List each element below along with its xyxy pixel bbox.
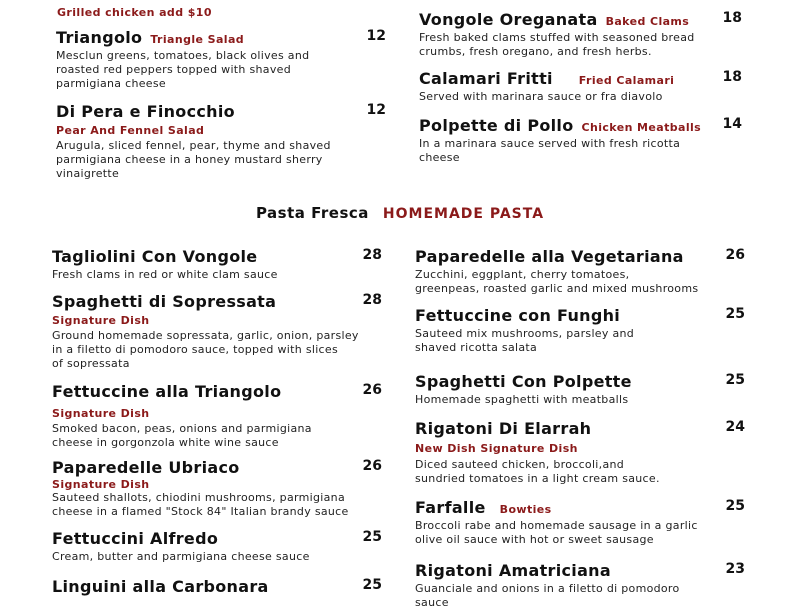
item-name: Fettuccini Alfredo <box>52 529 219 548</box>
item-desc-line: Cream, butter and parmigiana cheese sauce <box>52 550 310 563</box>
item-name: Rigatoni Di Elarrah <box>415 419 592 438</box>
menu-item-spaghetti-sopressata <box>52 292 382 371</box>
menu-item-farfalle <box>415 498 745 547</box>
item-desc-line: parmigiana cheese in a honey mustard sherry <box>56 153 323 166</box>
item-name: Paparedelle Ubriaco <box>52 458 240 477</box>
item-desc-line: In a marinara sauce served with fresh ricotta <box>419 137 681 150</box>
item-name: Vongole Oreganata <box>419 10 598 29</box>
item-subtitle: Bowties <box>499 503 552 516</box>
item-price: 26 <box>725 247 745 263</box>
item-desc-line: vinaigrette <box>56 167 120 180</box>
menu-item-linguini-carbonara <box>52 577 382 596</box>
item-subtitle: Signature Dish <box>52 407 150 420</box>
item-desc-line: cheese <box>419 151 460 164</box>
item-price: 12 <box>366 28 386 44</box>
item-desc-line: Smoked bacon, peas, onions and parmigiana <box>52 422 312 435</box>
item-price: 14 <box>722 116 742 132</box>
item-name: Fettuccine alla Triangolo <box>52 382 282 401</box>
item-desc-line: sauce <box>415 596 449 609</box>
item-name: Tagliolini Con Vongole <box>52 247 258 266</box>
item-desc-line: Zucchini, eggplant, cherry tomatoes, <box>415 268 630 281</box>
item-desc-line: roasted red peppers topped with shaved <box>56 63 291 76</box>
item-desc-line: crumbs, fresh oregano, and fresh herbs. <box>419 45 652 58</box>
item-name: Farfalle <box>415 498 486 517</box>
menu-item-polpette-di-pollo <box>419 116 742 165</box>
item-desc-line: Broccoli rabe and homemade sausage in a garlic <box>415 519 698 532</box>
item-name: Fettuccine con Funghi <box>415 306 621 325</box>
item-price: 25 <box>362 529 382 545</box>
item-desc-line: of sopressata <box>52 357 130 370</box>
item-price: 28 <box>362 247 382 263</box>
item-subtitle: Signature Dish <box>52 314 150 327</box>
item-desc-line: greenpeas, roasted garlic and mixed mushrooms <box>415 282 699 295</box>
item-desc-line: olive oil sauce with hot or sweet sausage <box>415 533 654 546</box>
menu-item-calamari-fritti <box>419 69 742 104</box>
menu-item-vongole-oreganata <box>419 10 742 59</box>
menu-item-spaghetti-polpette <box>415 372 745 407</box>
grilled-chicken-note: Grilled chicken add $10 <box>57 6 212 19</box>
item-name: Rigatoni Amatriciana <box>415 561 611 580</box>
item-price: 18 <box>722 69 742 85</box>
menu-item-rigatoni-elarrah <box>415 419 745 486</box>
item-desc-line: cheese in gorgonzola white wine sauce <box>52 436 279 449</box>
item-price: 25 <box>362 577 382 593</box>
item-desc-line: Homemade spaghetti with meatballs <box>415 393 629 406</box>
item-price: 26 <box>362 382 382 398</box>
item-desc-line: Guanciale and onions in a filetto di pomodoro <box>415 582 680 595</box>
menu-item-fettuccine-funghi <box>415 306 745 355</box>
item-name: Calamari Fritti <box>419 69 553 88</box>
item-desc-line: shaved ricotta salata <box>415 341 538 354</box>
item-price: 25 <box>725 372 745 388</box>
item-desc-line: Fresh clams in red or white clam sauce <box>52 268 278 281</box>
menu-item-paparedelle-vegetariana <box>415 247 745 296</box>
item-desc-line: Mesclun greens, tomatoes, black olives and <box>56 49 310 62</box>
item-desc-line: Arugula, sliced fennel, pear, thyme and shaved <box>56 139 331 152</box>
item-desc-line: in a filetto di pomodoro sauce, topped with slices <box>52 343 339 356</box>
item-subtitle: Fried Calamari <box>578 74 675 87</box>
item-name: Spaghetti Con Polpette <box>415 372 632 391</box>
item-name: Linguini alla Carbonara <box>52 577 269 596</box>
menu-item-fettuccini-alfredo <box>52 529 382 564</box>
menu-item-rigatoni-amatriciana <box>415 561 745 610</box>
item-subtitle: Triangle Salad <box>150 33 245 46</box>
menu-item-paparedelle-ubriaco <box>52 458 382 519</box>
section-title-pasta <box>0 204 800 222</box>
item-subtitle: Pear And Fennel Salad <box>56 124 205 137</box>
item-desc-line: Ground homemade sopressata, garlic, onion, parsley <box>52 329 359 342</box>
item-name: Spaghetti di Sopressata <box>52 292 277 311</box>
item-price: 28 <box>362 292 382 308</box>
item-desc-line: Diced sauteed chicken, broccoli,and <box>415 458 625 471</box>
item-desc-line: parmigiana cheese <box>56 77 166 90</box>
item-price: 25 <box>725 498 745 514</box>
item-price: 12 <box>366 102 386 118</box>
item-subtitle: Chicken Meatballs <box>581 121 702 134</box>
item-name: Paparedelle alla Vegetariana <box>415 247 684 266</box>
section-title-italian: Pasta Fresca <box>255 204 369 222</box>
item-price: 26 <box>362 458 382 474</box>
item-desc-line: Served with marinara sauce or fra diavolo <box>419 90 663 103</box>
menu-item-fettuccine-triangolo <box>52 382 382 450</box>
item-name: Di Pera e Finocchio <box>56 102 235 121</box>
item-price: 24 <box>725 419 745 435</box>
item-desc-line: Sauteed shallots, chiodini mushrooms, parmigiana <box>52 491 345 504</box>
item-price: 18 <box>722 10 742 26</box>
menu-item-triangolo <box>56 28 386 91</box>
item-desc-line: cheese in a flamed "Stock 84" Italian brandy sauce <box>52 505 349 518</box>
item-subtitle: Signature Dish <box>52 478 150 491</box>
item-price: 23 <box>725 561 745 577</box>
item-name: Triangolo <box>56 28 143 47</box>
item-subtitle: New Dish Signature Dish <box>415 442 578 455</box>
item-price: 25 <box>725 306 745 322</box>
section-title-english: HOMEMADE PASTA <box>382 206 545 222</box>
menu-item-di-pera <box>56 102 386 181</box>
item-desc-line: sundried tomatoes in a light cream sauce. <box>415 472 660 485</box>
item-subtitle: Baked Clams <box>605 15 690 28</box>
item-desc-line: Sauteed mix mushrooms, parsley and <box>415 327 635 340</box>
menu-item-tagliolini <box>52 247 382 282</box>
item-desc-line: Fresh baked clams stuffed with seasoned bread <box>419 31 695 44</box>
item-name: Polpette di Pollo <box>419 116 574 135</box>
